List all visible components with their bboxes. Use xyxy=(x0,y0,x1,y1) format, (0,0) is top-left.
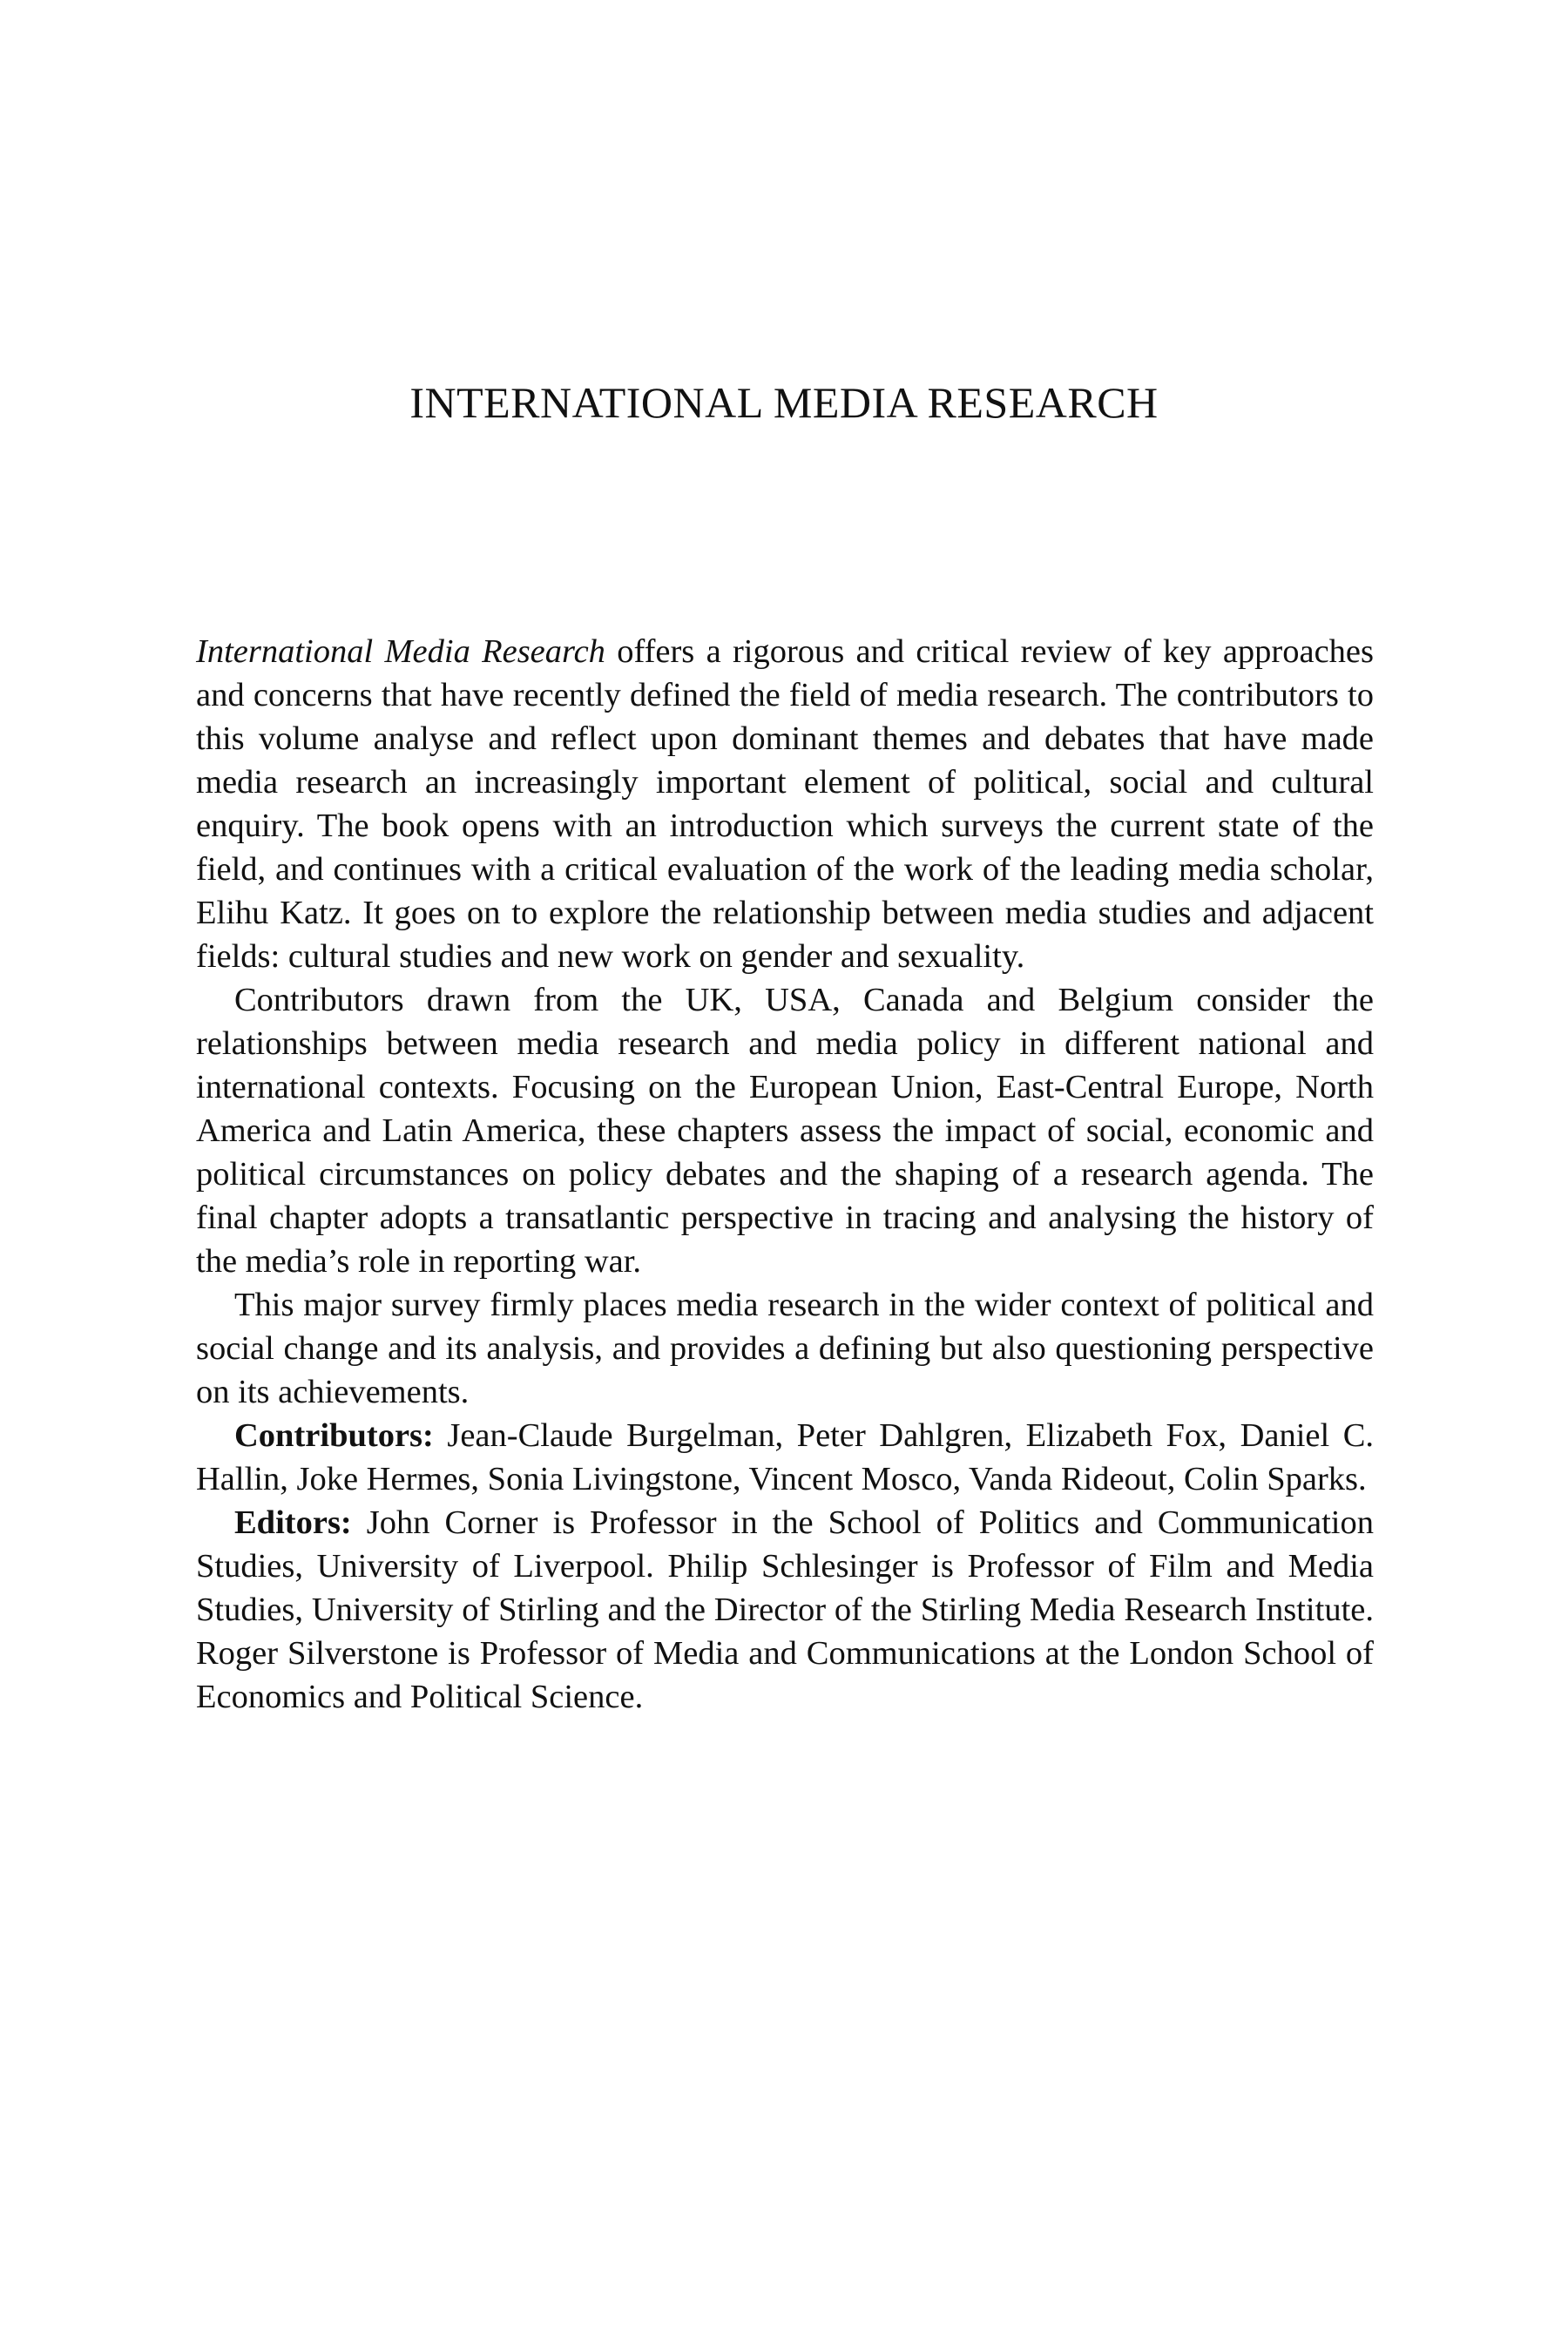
contributors-label: Contributors: xyxy=(234,1417,434,1454)
page-title: INTERNATIONAL MEDIA RESEARCH xyxy=(409,378,1159,427)
editors-label: Editors: xyxy=(234,1504,352,1541)
editors-paragraph xyxy=(196,1501,1374,1719)
book-title-italic: International Media Research xyxy=(196,633,605,670)
contributors-list: Jean-Claude Burgelman, Peter Dahlgren, Elizabeth Fox, Daniel C. Hallin, Joke Hermes, Sonia Livingstone, Vincent Mosco, Vanda Rideout, Colin Sparks. xyxy=(196,1417,1374,1497)
contributors-paragraph xyxy=(196,1414,1374,1501)
contexts-paragraph: Contributors drawn from the UK, USA, Canada and Belgium consider the relationships between media research and media policy in different national and international contexts. Focusing on the European Union, East-Central Europe, North America and Latin America, these chapters assess the impact of social, economic and political circumstances on policy debates and the shaping of a research agenda. The final chapter adopts a transatlantic perspective in tracing and analysing the history of the media’s role in reporting war. xyxy=(196,982,1374,1280)
intro-paragraph xyxy=(196,630,1374,978)
editors-text: John Corner is Professor in the School of Politics and Communication Studies, University of Liverpool. Philip Schlesinger is Professor of Film and Media Studies, University of Stirling and the Director of the Stirling Media Research Institute. Roger Silverstone is Professor of Media and Communications at the London School of Economics and Political Science. xyxy=(196,1504,1374,1715)
survey-paragraph: This major survey firmly places media research in the wider context of political and social change and its analysis, and provides a defining but also questioning perspective on its achievements. xyxy=(196,1287,1374,1410)
blurb-body xyxy=(196,630,1374,1719)
intro-text: offers a rigorous and critical review of key approaches and concerns that have recently defined the field of media research. The contributors to this volume analyse and reflect upon dominant themes and debates that have made media research an increasingly important element of political, social and cultural enquiry. The book opens with an introduction which surveys the current state of the field, and continues with a critical evaluation of the work of the leading media scholar, Elihu Katz. It goes on to explore the relationship between media studies and adjacent fields: cultural studies and new work on gender and sexuality. xyxy=(196,633,1374,975)
